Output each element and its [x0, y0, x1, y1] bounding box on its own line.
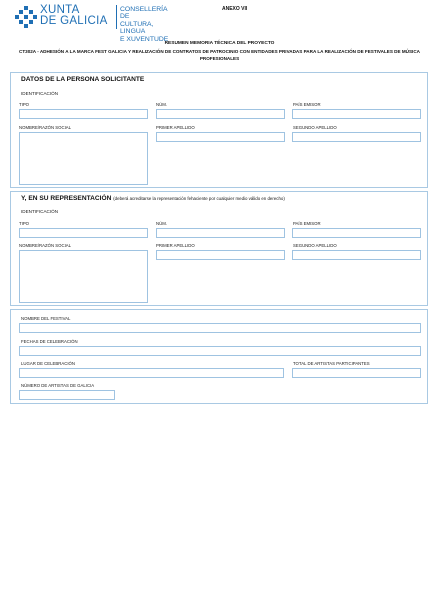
festival-dates-field[interactable]: [19, 346, 421, 356]
festival-name-label: NOMBRE DEL FESTIVAL: [21, 316, 71, 321]
representative-number-field[interactable]: [156, 228, 285, 238]
representative-surname2-field[interactable]: [292, 250, 421, 260]
applicant-section-title: DATOS DE LA PERSONA SOLICITANTE: [21, 76, 145, 83]
applicant-type-label: TIPO: [19, 102, 30, 107]
festival-name-field[interactable]: [19, 323, 421, 333]
festival-section: [10, 309, 428, 404]
xunta-emblem-icon: [14, 5, 38, 29]
applicant-country-label: PAÍS EMISOR: [293, 102, 321, 107]
festival-place-label: LUGAR DE CELEBRACIÓN: [21, 361, 75, 366]
logo-dept-line1: CONSELLERÍA DE: [120, 6, 168, 21]
document-subtitle: CT302A - ADHESIÓN A LA MARCA FEST GALICIA Y REALIZACIÓN DE CONTRATOS DE PATROCINIO CON ENTIDADES PRIVADAS PARA LA REALIZACIÓN DE FESTIVALES DE MÚSICA PROFESIONALES: [19, 49, 420, 61]
representative-surname1-label: PRIMER APELLIDO: [156, 243, 195, 248]
representative-type-field[interactable]: [19, 228, 148, 238]
applicant-number-field[interactable]: [156, 109, 285, 119]
logo-line1: XUNTA: [40, 4, 80, 16]
representative-name-field[interactable]: [19, 250, 148, 303]
representative-title-text: Y, EN SU REPRESENTACIÓN: [21, 195, 112, 202]
annex-label: ANEXO VII: [222, 6, 248, 12]
logo-line2: DE GALICIA: [40, 15, 108, 27]
festival-total-artists-label: TOTAL DE ARTISTAS PARTICIPANTES: [293, 361, 370, 366]
applicant-country-field[interactable]: [292, 109, 421, 119]
applicant-surname1-field[interactable]: [156, 132, 285, 142]
document-title: RESUMEN MEMORIA TÉCNICA DEL PROYECTO: [164, 41, 275, 46]
applicant-name-label: NOMBRE/RAZÓN SOCIAL: [19, 125, 72, 130]
representative-type-label: TIPO: [19, 221, 30, 226]
xunta-logo: [14, 4, 174, 43]
representative-identification-label: IDENTIFICACIÓN: [21, 209, 59, 214]
representative-note: (deberá acreditarse la representación fehaciente por cualquier medio válido en derecho): [113, 196, 285, 201]
festival-place-field[interactable]: [19, 368, 284, 378]
festival-galicia-artists-label: NÚMERO DE ARTISTAS DE GALICIA: [21, 383, 95, 388]
logo-dept-line3: E XUVENTUDE: [120, 35, 169, 43]
applicant-identification-label: IDENTIFICACIÓN: [21, 91, 59, 96]
festival-total-artists-field[interactable]: [292, 368, 421, 378]
logo-dept-line2: CULTURA, LINGUA: [120, 20, 154, 36]
representative-name-label: NOMBRE/RAZÓN SOCIAL: [19, 243, 72, 248]
representative-number-label: NÚM.: [156, 221, 167, 226]
applicant-type-field[interactable]: [19, 109, 148, 119]
logo-wordmark: [40, 5, 108, 27]
representative-section-title: [21, 195, 285, 202]
representative-surname1-field[interactable]: [156, 250, 285, 260]
representative-country-label: PAÍS EMISOR: [293, 221, 321, 226]
representative-surname2-label: SEGUNDO APELLIDO: [293, 243, 337, 248]
logo-department: [120, 6, 174, 43]
representative-section: [10, 191, 428, 306]
applicant-surname1-label: PRIMER APELLIDO: [156, 125, 195, 130]
representative-country-field[interactable]: [292, 228, 421, 238]
festival-galicia-artists-field[interactable]: [19, 390, 115, 400]
logo-divider: [116, 5, 117, 29]
applicant-number-label: NÚM.: [156, 102, 167, 107]
applicant-section: [10, 72, 428, 188]
applicant-surname2-label: SEGUNDO APELLIDO: [293, 125, 337, 130]
festival-dates-label: FECHAS DE CELEBRACIÓN: [21, 339, 78, 344]
applicant-surname2-field[interactable]: [292, 132, 421, 142]
applicant-name-field[interactable]: [19, 132, 148, 185]
